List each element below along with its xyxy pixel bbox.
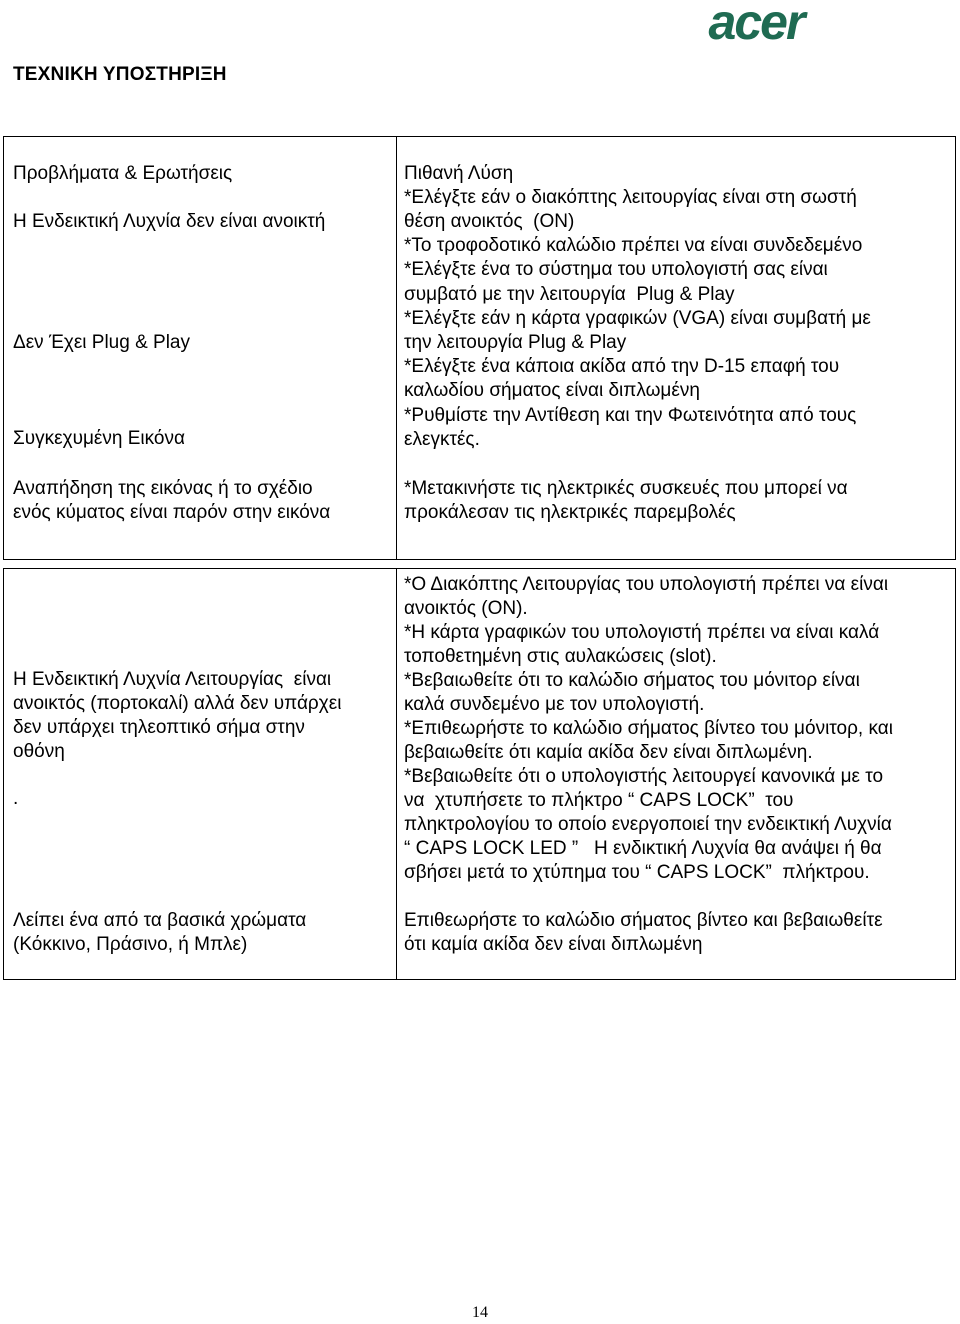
problem-text: οθόνη [13, 741, 65, 762]
solution-line: καλωδίου σήματος είναι διπλωμένη [404, 380, 700, 401]
problem-text: . [13, 788, 19, 809]
solution-line: *Μετακινήστε τις ηλεκτρικές συσκευές που μπορεί να [404, 478, 848, 499]
problem-text: ανοικτός (πορτοκαλί) αλλά δεν υπάρχει [13, 693, 342, 714]
solution-line: ότι καμία ακίδα δεν είναι διπλωμένη [404, 934, 703, 955]
solution-line: την λειτουργία Plug & Play [404, 332, 627, 353]
problem-text: (Κόκκινο, Πράσινο, ή Μπλε) [13, 934, 248, 955]
solution-line: πληκτρολογίου το οποίο ενεργοποιεί την ενδεικτική Λυχνία [404, 814, 892, 835]
solution-line: *Ο Διακόπτης Λειτουργίας του υπολογιστή πρέπει να είναι [404, 574, 889, 595]
solution-line: προκάλεσαν τις ηλεκτρικές παρεμβολές [404, 502, 736, 523]
column-header-solution: Πιθανή Λύση [404, 163, 514, 184]
solution-line: *Ελέγξτε εάν ο διακόπτης λειτουργίας είναι στη σωστή [404, 187, 857, 208]
solution-line: *Ελέγξτε εάν η κάρτα γραφικών (VGA) είναι συμβατή με [404, 308, 871, 329]
solution-line: βεβαιωθείτε ότι καμία ακίδα δεν είναι διπλωμένη. [404, 742, 813, 763]
solution-line: σβήσει μετά το χτύπημα του “ CAPS LOCK” πλήκτρου. [404, 862, 870, 883]
troubleshooting-table-1 [3, 136, 956, 560]
solution-line: τοποθετημένη στις αυλακώσεις (slot). [404, 646, 717, 667]
column-divider [396, 137, 397, 559]
solution-line: *Βεβαιωθείτε ότι το καλώδιο σήματος του μόνιτορ είναι [404, 670, 860, 691]
solution-line: να χτυπήσετε το πλήκτρο “ CAPS LOCK” του [404, 790, 794, 811]
solution-line: *Το τροφοδοτικό καλώδιο πρέπει να είναι συνδεδεμένο [404, 235, 863, 256]
problem-text: Η Ενδεικτική Λυχνία δεν είναι ανοικτή [13, 211, 326, 232]
solution-line: *Βεβαιωθείτε ότι ο υπολογιστής λειτουργεί κανονικά με το [404, 766, 884, 787]
solution-line: *Επιθεωρήστε το καλώδιο σήματος βίντεο του μόνιτορ, και [404, 718, 893, 739]
solution-line: *Ρυθμίστε την Αντίθεση και την Φωτεινότητα από τους [404, 405, 857, 426]
problem-text: Η Ενδεικτική Λυχνία Λειτουργίας είναι [13, 669, 332, 690]
solution-line: *Η κάρτα γραφικών του υπολογιστή πρέπει να είναι καλά [404, 622, 880, 643]
solution-line: *Ελέγξτε ένα κάποια ακίδα από την D-15 επαφή του [404, 356, 840, 377]
solution-line: συμβατό με την λειτουργία Plug & Play [404, 284, 735, 305]
page-title: ΤΕΧΝΙΚΗ ΥΠΟΣΤΗΡΙΞΗ [13, 64, 227, 85]
solution-line: θέση ανοικτός (ON) [404, 211, 575, 232]
solution-line: *Ελέγξτε ένα το σύστημα του υπολογιστή σας είναι [404, 259, 828, 280]
problem-text: Δεν Έχει Plug & Play [13, 332, 191, 353]
acer-logo [676, 2, 836, 46]
solution-line: καλά συνδεμένο με τον υπολογιστή. [404, 694, 705, 715]
problem-text: Αναπήδηση της εικόνας ή το σχέδιο [13, 478, 313, 499]
column-divider [396, 569, 397, 979]
column-header-problems: Προβλήματα & Ερωτήσεις [13, 163, 233, 184]
acer-logo-text: acer [708, 2, 804, 46]
troubleshooting-table-2 [3, 568, 956, 980]
problem-text: δεν υπάρχει τηλεοπτικό σήμα στην [13, 717, 305, 738]
page-number: 14 [472, 1304, 488, 1321]
solution-line: “ CAPS LOCK LED ” Η ενδικτική Λυχνία θα ανάψει ή θα [404, 838, 882, 859]
problem-text: Συγκεχυμένη Εικόνα [13, 428, 185, 449]
solution-line: Επιθεωρήστε το καλώδιο σήματος βίντεο και βεβαιωθείτε [404, 910, 883, 931]
solution-line: ανοικτός (ON). [404, 598, 528, 619]
problem-text: ενός κύματος είναι παρόν στην εικόνα [13, 502, 331, 523]
solution-line: ελεγκτές. [404, 429, 480, 450]
problem-text: Λείπει ένα από τα βασικά χρώματα [13, 910, 307, 931]
